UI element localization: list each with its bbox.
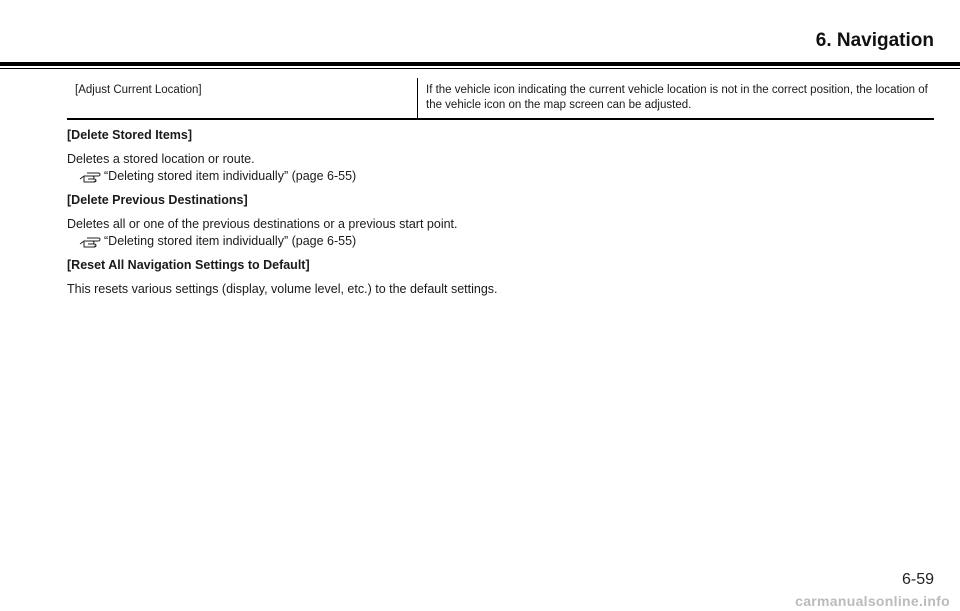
pointing-hand-icon [79, 170, 101, 184]
table-cell-item: [Adjust Current Location] [75, 84, 202, 96]
section-heading: [Delete Previous Destinations] [67, 193, 248, 207]
reference-text: “Deleting stored item individually” (page 6-55) [104, 169, 357, 183]
section-reset-navigation-settings [67, 257, 937, 298]
header-rule-thick [0, 62, 960, 66]
watermark: carmanualsonline.info [795, 593, 950, 609]
cross-reference[interactable] [67, 233, 937, 250]
chapter-title: 6. Navigation [815, 30, 934, 51]
section-body: This resets various settings (display, volume level, etc.) to the default settings. [67, 282, 498, 296]
table-row [67, 78, 934, 119]
header-rule-thin [0, 68, 960, 69]
settings-table [67, 78, 934, 120]
pointing-hand-icon [79, 235, 101, 249]
section-delete-stored-items [67, 127, 937, 185]
main-content [67, 127, 937, 298]
cross-reference[interactable] [67, 168, 937, 185]
section-delete-previous-destinations [67, 192, 937, 250]
reference-text: “Deleting stored item individually” (page 6-55) [104, 234, 357, 248]
page-number: 6-59 [901, 571, 934, 588]
section-heading: [Reset All Navigation Settings to Default] [67, 258, 310, 272]
section-body: Deletes all or one of the previous destinations or a previous start point. [67, 217, 458, 231]
table-cell-description: If the vehicle icon indicating the current vehicle location is not in the correct position, the location of the vehicle icon on the map screen can be adjusted. [418, 78, 935, 119]
section-heading: [Delete Stored Items] [67, 128, 193, 142]
section-body: Deletes a stored location or route. [67, 152, 255, 166]
